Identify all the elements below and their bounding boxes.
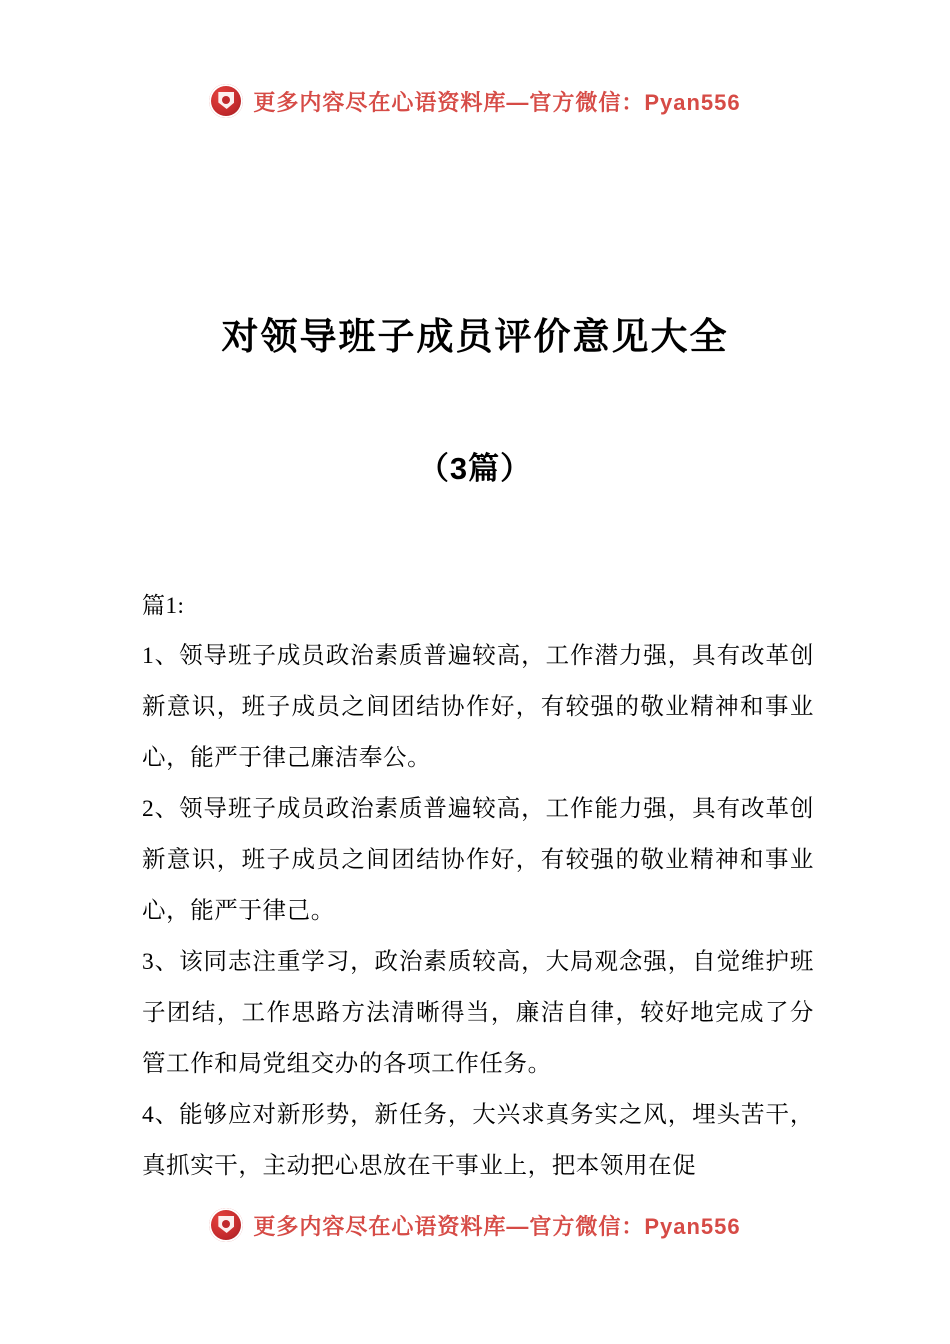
watermark-logo-icon (209, 84, 243, 118)
paragraph-1: 1、领导班子成员政治素质普遍较高，工作潜力强，具有改革创新意识，班子成员之间团结协作好，有较强的敬业精神和事业心，能严于律己廉洁奉公。 (142, 643, 814, 771)
paragraph-3: 3、该同志注重学习，政治素质较高，大局观念强，自觉维护班子团结，工作思路方法清晰得当，廉洁自律，较好地完成了分管工作和局党组交办的各项工作任务。 (142, 949, 814, 1077)
watermark-top (0, 84, 950, 118)
document-body (142, 580, 814, 1192)
page-subtitle: （3篇） (417, 451, 533, 486)
paragraph-2: 2、领导班子成员政治素质普遍较高，工作能力强，具有改革创新意识，班子成员之间团结协作好，有较强的敬业精神和事业心，能严于律己。 (142, 796, 814, 924)
page-title: 对领导班子成员评价意见大全 (221, 316, 729, 357)
watermark-logo-icon (209, 1208, 243, 1242)
watermark-text: 更多内容尽在心语资料库—官方微信：Pyan556 (253, 89, 741, 115)
watermark-bottom (0, 1208, 950, 1242)
watermark-text: 更多内容尽在心语资料库—官方微信：Pyan556 (253, 1213, 741, 1239)
paragraph-4: 4、能够应对新形势，新任务，大兴求真务实之风，埋头苦干，真抓实干，主动把心思放在干事业上，把本领用在促 (142, 1102, 814, 1179)
section-label: 篇1: (142, 593, 185, 618)
